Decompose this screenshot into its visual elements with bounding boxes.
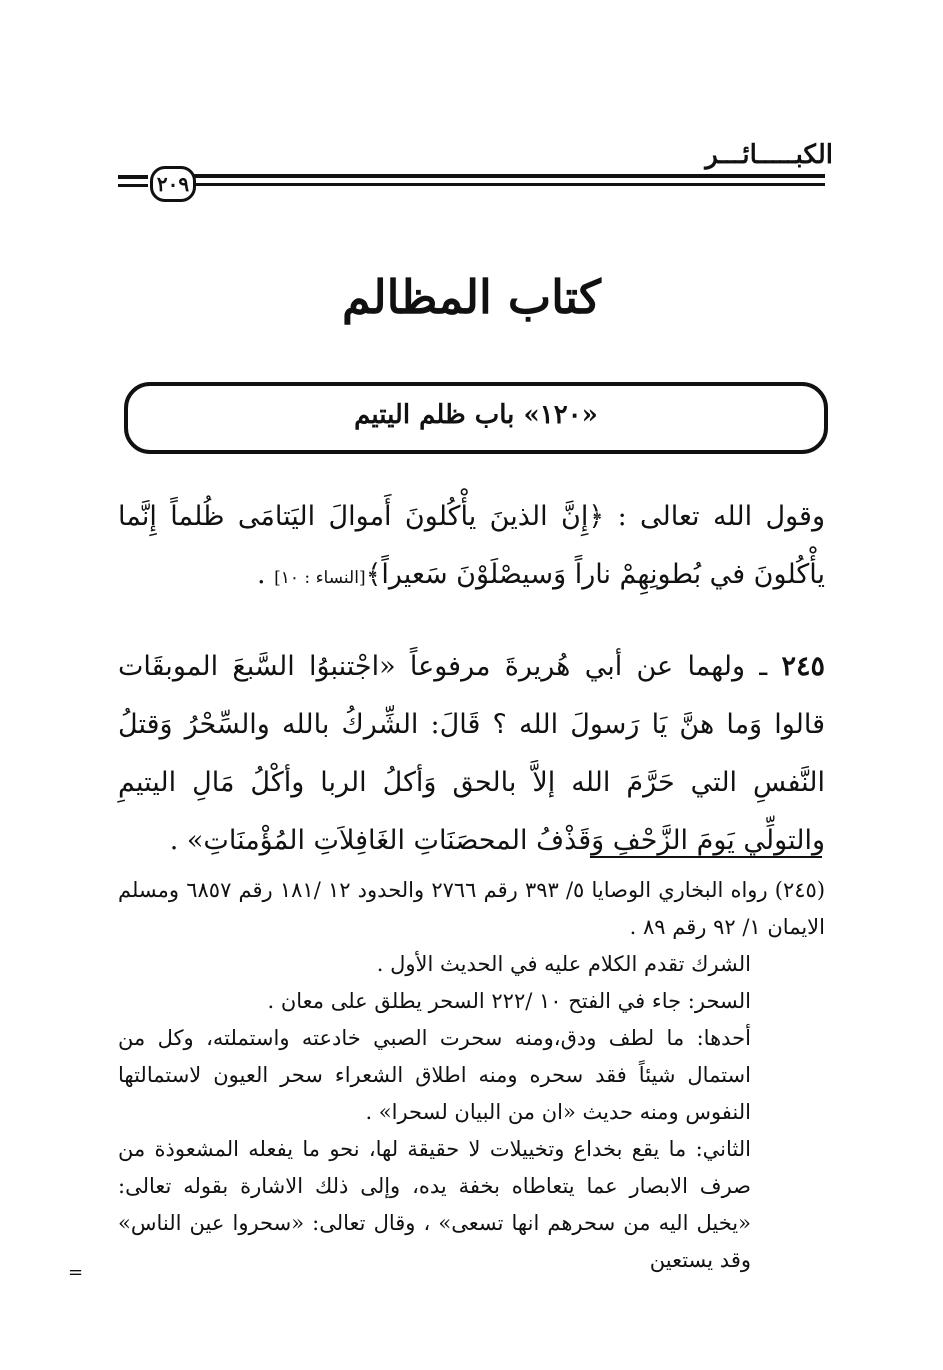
verse-end: . [256, 559, 275, 590]
verse-text: ﴿إِنَّ الذينَ يأْكُلونَ أَموالَ اليَتامَى ظُلماً إِنَّما يأْكُلونَ في بُطونِهِمْ ناراً وَسيصْلَوْنَ سَعيراً﴾ [118, 501, 825, 590]
chapter-title: «١٢٠» باب ظلم اليتيم [354, 400, 598, 430]
header-rule-left-thick [118, 175, 148, 179]
footnotes [118, 872, 825, 1279]
chapter-heading-box [124, 382, 828, 454]
header-rule-left-thin [118, 184, 148, 187]
footnote-separator [590, 856, 822, 858]
verse-reference: [النساء : ١٠] [274, 568, 366, 588]
continuation-mark: = [68, 1262, 84, 1283]
footnote-meaning-two: الثاني: ما يقع بخداع وتخييلات لا حقيقة لها، نحو ما يفعله المشعوذة من صرف الابصار عما يتعاطاه بخفة يده، وإلى ذلك الاشارة بقوله تعالى: «يخيل اليه من سحرهم انها تسعى» ، وقال تعالى: «سحروا عين الناس» وقد يستعين [118, 1137, 751, 1272]
page-number: ٢٠٩ [150, 166, 196, 202]
header-double-rule [190, 174, 825, 190]
footnote-shirk: الشرك تقدم الكلام عليه في الحديث الأول . [376, 952, 751, 976]
footnote-sihr: السحر: جاء في الفتح ١٠ /٢٢٢ السحر يطلق على معان . [267, 989, 751, 1013]
footnote-citation: (٢٤٥) رواه البخاري الوصايا ٥/ ٣٩٣ رقم ٢٧٦٦ والحدود ١٢ /١٨١ رقم ٦٨٥٧ ومسلم الايمان ١/ ٩٢ رقم ٨٩ . [118, 878, 826, 939]
header-rule-thick [190, 174, 825, 178]
quran-verse-paragraph [118, 488, 825, 607]
hadith-number: ٢٤٥ [781, 651, 825, 682]
hadith-text: ـ ولهما عن أبي هُريرةَ مرفوعاً «اجْتنبوُا السَّبعَ الموبقَات قالوا وَما هنَّ يَا رَسولَ الله ؟ قَالَ: الشِّركُ بالله والسِّحْرُ وَقتلُ النَّفسِ التي حَرَّمَ الله إلاَّ بالحق وَأكلُ الربا وأكْلُ مَالِ اليتيمِ والتولِّي يَومَ الزَّحْفِ وَقَذْفُ المحصَنَاتِ الغَافِلاَتِ المُؤْمنَاتِ» . [118, 651, 825, 856]
footnote-meaning-one: أحدها: ما لطف ودق،ومنه سحرت الصبي خادعته واستملته، وكل من استمال شيئاً فقد سحره ومنه اطلاق الشعراء سحر العيون لاستمالتها النفوس ومنه حديث «ان من البيان لسحرا» . [118, 1026, 751, 1124]
verse-intro: وقول الله تعالى : [617, 501, 825, 532]
header-rule-left-segment [118, 175, 148, 189]
header-rule-thin [190, 183, 825, 186]
hadith-paragraph [118, 638, 825, 870]
running-title: الكبـــــائـــر [705, 140, 833, 170]
book-title: كتاب المظالم [342, 270, 601, 324]
